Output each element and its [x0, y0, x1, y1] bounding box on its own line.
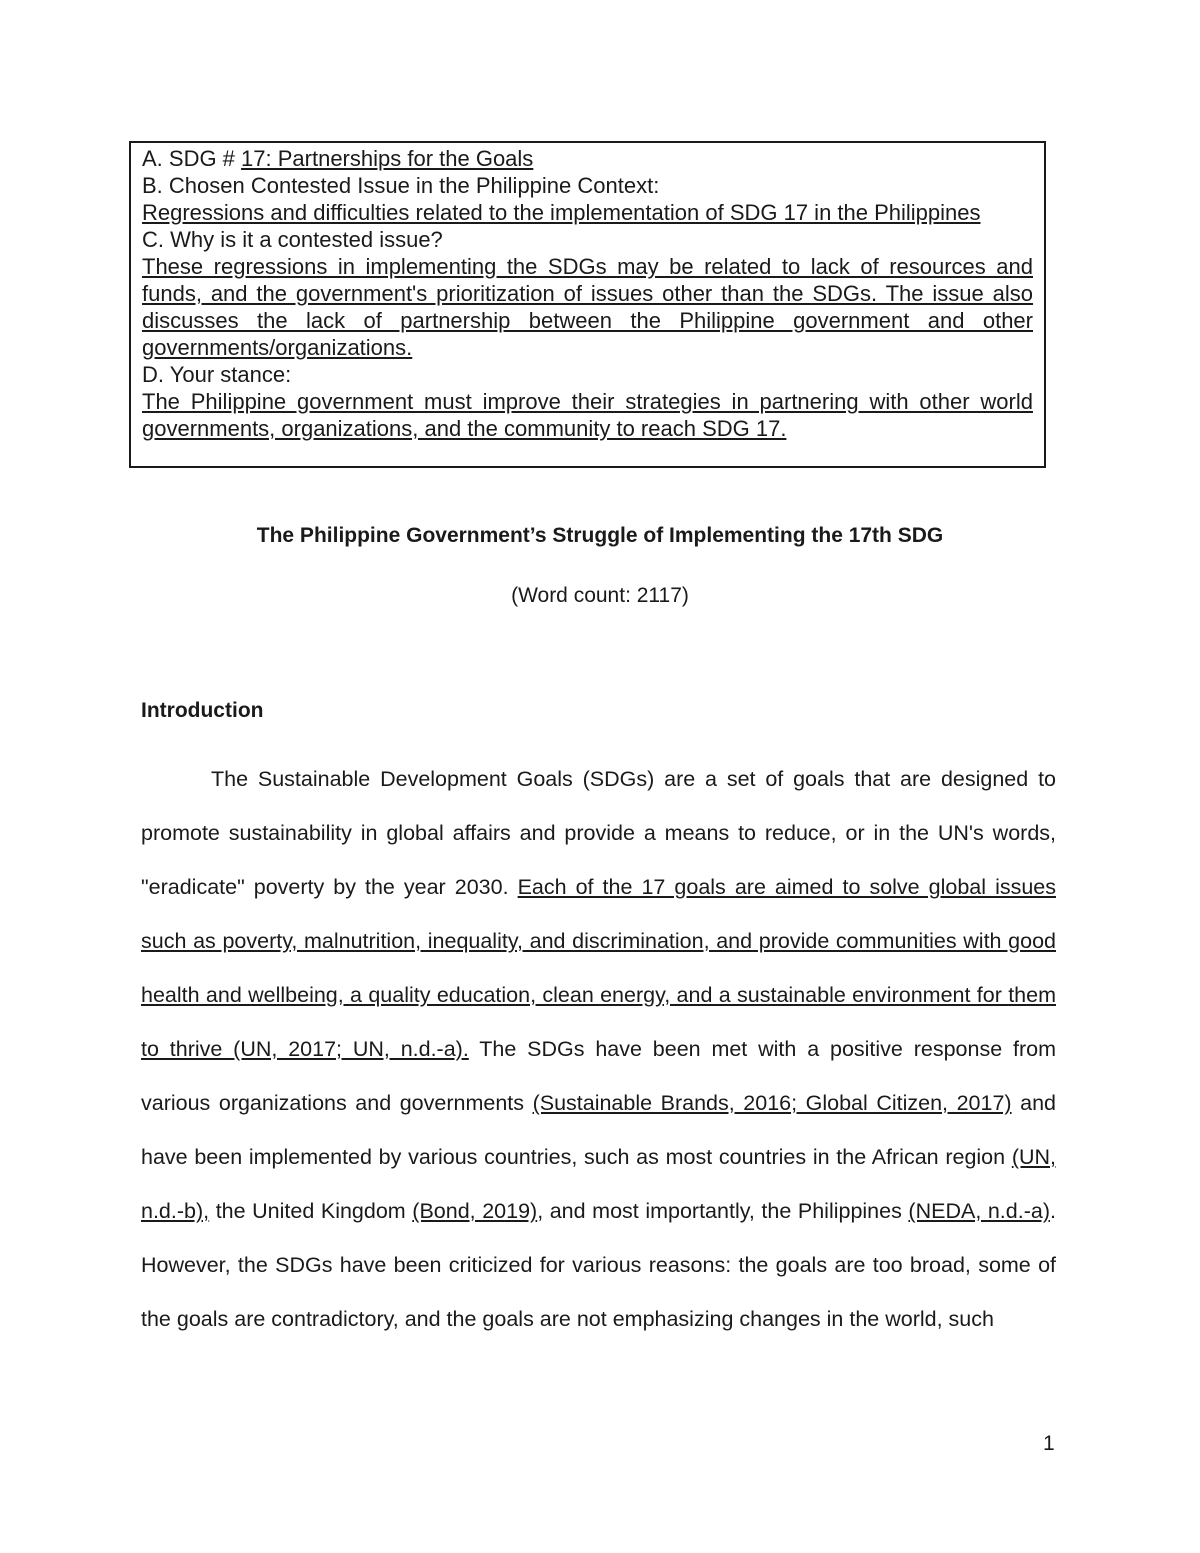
sdg-line [142, 145, 1033, 172]
sdg-summary-box [129, 141, 1046, 468]
paragraph-text: the United Kingdom [209, 1199, 413, 1223]
word-count: (Word count: 2117) [511, 584, 689, 607]
introduction-paragraph [141, 752, 1056, 1346]
issue-line [142, 199, 1033, 226]
issue-value: Regressions and difficulties related to the implementation of SDG 17 in the Philippines [142, 200, 981, 225]
paragraph-text: , and most importantly, the Philippines [537, 1199, 909, 1223]
paragraph-text: The SDGs have been met with a positive response from various organizations and governments [141, 1037, 1056, 1115]
why-line [142, 253, 1033, 361]
why-label: C. Why is it a contested issue? [142, 227, 443, 252]
section-heading-introduction: Introduction [141, 699, 264, 722]
stance-value: The Philippine government must improve their strategies in partnering with other world governments, organizations, and the community to reach SDG 17. [142, 389, 1033, 441]
paragraph-citation: (Sustainable Brands, 2016; Global Citizen, 2017) [532, 1091, 1012, 1115]
paragraph-citation: (Bond, 2019) [412, 1199, 538, 1223]
page-number: 1 [1043, 1432, 1055, 1455]
document-title: The Philippine Government’s Struggle of Implementing the 17th SDG [256, 524, 944, 547]
paragraph-text: The Sustainable Development Goals (SDGs) are a set of goals that are designed to promote sustainability in global affairs and provide a means to reduce, or in the UN's words, "eradicate" poverty by the year 2030. [141, 767, 1056, 899]
stance-label: D. Your stance: [142, 362, 292, 387]
paragraph-text: and have been implemented by various countries, such as most countries in the African region [141, 1091, 1056, 1169]
paragraph-citation-text: Each of the 17 goals are aimed to solve global issues such as poverty, malnutrition, inequality, and discrimination, and provide communities with good health and wellbeing, a quality education, clean energy, and a sustainable environment for them to thrive (UN, 2017; UN, n.d.-a). [141, 875, 1057, 1061]
paragraph-text: . However, the SDGs have been criticized for various reasons: the goals are too broad, some of the goals are contradictory, and the goals are not emphasizing changes in the world, such [141, 1199, 1056, 1331]
paragraph-citation: (NEDA, n.d.-a) [908, 1199, 1050, 1223]
sdg-label: A. SDG # [142, 146, 242, 171]
issue-label: B. Chosen Contested Issue in the Philippine Context: [142, 173, 660, 198]
paragraph-citation: (UN, n.d.-b), [141, 1145, 1056, 1223]
why-value: These regressions in implementing the SDGs may be related to lack of resources and funds, and the government's prioritization of issues other than the SDGs. The issue also discusses the lack of partnership between the Philippine government and other governments/organizations. [142, 254, 1033, 360]
sdg-value: 17: Partnerships for the Goals [241, 146, 534, 171]
stance-line [142, 388, 1033, 442]
